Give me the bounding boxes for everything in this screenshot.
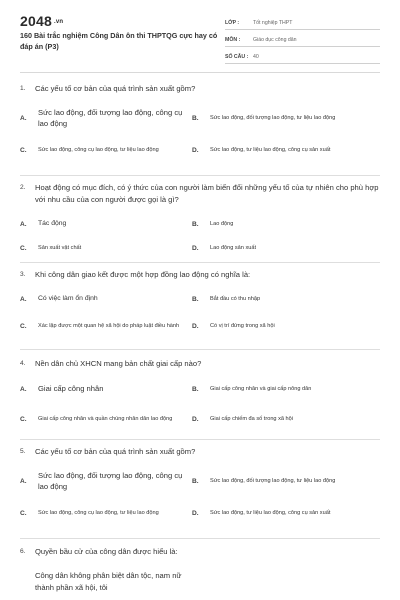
- answer-option-c[interactable]: [20, 135, 192, 165]
- question-4: [20, 358, 380, 436]
- option-text: Lao động sản xuất: [210, 244, 257, 251]
- option-text: Giai cấp công nhân: [38, 384, 104, 394]
- question-number: 1.: [20, 85, 26, 92]
- option-text: Sức lao động, tư liệu lao động, công cụ sản xuất: [210, 146, 331, 153]
- answer-option-a[interactable]: [20, 287, 192, 311]
- question-text: [20, 446, 380, 458]
- question-5: [20, 446, 380, 528]
- option-text: Công dân không phân biệt dân tộc, nam nữ thành phần xã hội, tôi: [35, 571, 182, 592]
- option-text: Sức lao động, đối tượng lao động, công cụ lao động: [38, 107, 183, 128]
- option-text: Sức lao động, đối tượng lao động, tư liệu lao động: [210, 477, 336, 484]
- option-letter: B.: [192, 477, 199, 485]
- option-letter: D.: [192, 322, 199, 330]
- answer-option-b[interactable]: [192, 212, 362, 236]
- option-letter: C.: [20, 415, 27, 423]
- document-header: [0, 0, 400, 70]
- option-text: Giai cấp công nhân và quần chúng nhân dân lao động: [38, 415, 173, 422]
- answer-option-b[interactable]: [192, 376, 362, 402]
- logo-main: 2048: [20, 13, 52, 29]
- question-divider: [20, 538, 380, 539]
- option-text: Xác lập được một quan hệ xã hội do pháp luật điều hành: [38, 322, 180, 329]
- question-text: [20, 83, 380, 95]
- option-letter: B.: [192, 295, 199, 303]
- logo-sub: .vn: [53, 19, 64, 26]
- option-text: Lao động: [210, 220, 234, 227]
- option-letter: A.: [20, 220, 27, 228]
- question-1: [20, 83, 380, 165]
- answer-options: [20, 464, 380, 528]
- option-letter: A.: [20, 385, 27, 393]
- question-text: [20, 358, 380, 370]
- meta-count-value: 40: [253, 54, 259, 60]
- option-text: Có việc làm ổn định: [38, 295, 98, 302]
- question-divider: [20, 439, 380, 440]
- option-letter: D.: [192, 509, 199, 517]
- option-letter: C.: [20, 509, 27, 517]
- answer-option-a[interactable]: [20, 212, 192, 236]
- option-text: Sức lao động, đối tượng lao động, công cụ lao động: [38, 470, 183, 491]
- question-stem: Các yếu tố cơ bản của quá trình sản xuất gồm?: [35, 84, 196, 93]
- option-letter: D.: [192, 146, 199, 154]
- question-number: 5.: [20, 448, 26, 455]
- answer-option-a[interactable]: [20, 376, 192, 402]
- option-text: Giai cấp chiếm đa số trong xã hội: [210, 415, 294, 422]
- question-text: [20, 546, 380, 558]
- question-divider: [20, 175, 380, 176]
- answer-option-c[interactable]: [20, 498, 192, 528]
- question-6: [20, 546, 380, 593]
- option-letter: C.: [20, 146, 27, 154]
- meta-class-label: LỚP :: [225, 20, 240, 26]
- option-letter: A.: [20, 114, 27, 122]
- option-letter: A.: [20, 477, 27, 485]
- option-letter: D.: [192, 415, 199, 423]
- question-2: [20, 182, 380, 260]
- answer-option-d[interactable]: [192, 402, 362, 436]
- answer-options: [20, 376, 380, 436]
- header-divider: [20, 72, 380, 73]
- document-title: 160 Bài trắc nghiệm Công Dân ôn thi THPTQG cực hay có đáp án (P3): [20, 31, 218, 51]
- option-text: Sức lao động, công cụ lao động, tư liệu lao động: [38, 509, 159, 516]
- answer-option-d[interactable]: [192, 236, 362, 260]
- answer-options: [20, 101, 380, 165]
- meta-subject-label: MÔN :: [225, 37, 241, 43]
- option-letter: B.: [192, 114, 199, 122]
- meta-class-value: Tốt nghiệp THPT: [253, 20, 293, 26]
- answer-options: [20, 212, 380, 260]
- question-number: 6.: [20, 548, 26, 555]
- answer-option-c[interactable]: [20, 236, 192, 260]
- option-text: Sức lao động, tư liệu lao động, công cụ sản xuất: [210, 509, 331, 516]
- option-letter: A.: [20, 295, 27, 303]
- document-meta: [225, 13, 380, 64]
- question-text: [20, 269, 380, 281]
- option-text: Bắt đầu có thu nhập: [210, 295, 261, 302]
- answer-option-d[interactable]: [192, 135, 362, 165]
- option-letter: C.: [20, 322, 27, 330]
- answer-option-c[interactable]: [20, 311, 192, 341]
- answer-option-c[interactable]: [20, 402, 192, 436]
- answer-option-a[interactable]: [20, 464, 192, 498]
- meta-subject: [225, 30, 380, 47]
- answer-option-b[interactable]: [192, 101, 362, 135]
- question-stem: Khi công dân giao kết được một hợp đồng lao động có nghĩa là:: [35, 270, 251, 279]
- meta-class: [225, 13, 380, 30]
- option-letter: C.: [20, 244, 27, 252]
- question-divider: [20, 349, 380, 350]
- question-stem: Nền dân chủ XHCN mang bản chất giai cấp nào?: [35, 359, 202, 368]
- answer-option-b[interactable]: [192, 464, 362, 498]
- option-text: Có vị trí đứng trong xã hội: [210, 322, 275, 329]
- answer-option-d[interactable]: [192, 311, 362, 341]
- answer-option-b[interactable]: [192, 287, 362, 311]
- meta-count-label: SỐ CÂU :: [225, 54, 249, 60]
- option-text: Sản xuất vật chất: [38, 244, 82, 251]
- question-3: [20, 269, 380, 341]
- meta-subject-value: Giáo dục công dân: [253, 37, 297, 43]
- option-letter: B.: [192, 220, 199, 228]
- meta-question-count: [225, 47, 380, 64]
- answer-options: [20, 287, 380, 341]
- question-stem: Quyền bầu cử của công dân được hiểu là:: [35, 547, 178, 556]
- answer-option-a[interactable]: [20, 570, 195, 593]
- question-number: 2.: [20, 184, 26, 191]
- question-number: 3.: [20, 271, 26, 278]
- option-letter: D.: [192, 244, 199, 252]
- question-stem: Hoạt động có mục đích, có ý thức của con người làm biến đổi những yếu tố của tự nhiên cho phù hợp với nhu cầu của con người được gọi là gì?: [35, 183, 379, 204]
- question-number: 4.: [20, 360, 26, 367]
- question-text: [20, 182, 380, 206]
- option-text: Sức lao động, công cụ lao động, tư liệu lao động: [38, 146, 159, 153]
- answer-options: [20, 570, 380, 593]
- answer-option-a[interactable]: [20, 101, 192, 135]
- answer-option-d[interactable]: [192, 498, 362, 528]
- option-text: Sức lao động, đối tượng lao động, tư liệu lao động: [210, 114, 336, 121]
- question-stem: Các yếu tố cơ bản của quá trình sản xuất gồm?: [35, 447, 196, 456]
- option-letter: B.: [192, 385, 199, 393]
- option-text: Tác động: [38, 220, 67, 227]
- question-divider: [20, 262, 380, 263]
- option-text: Giai cấp công nhân và giai cấp nông dân: [210, 385, 312, 392]
- site-logo[interactable]: [20, 13, 63, 29]
